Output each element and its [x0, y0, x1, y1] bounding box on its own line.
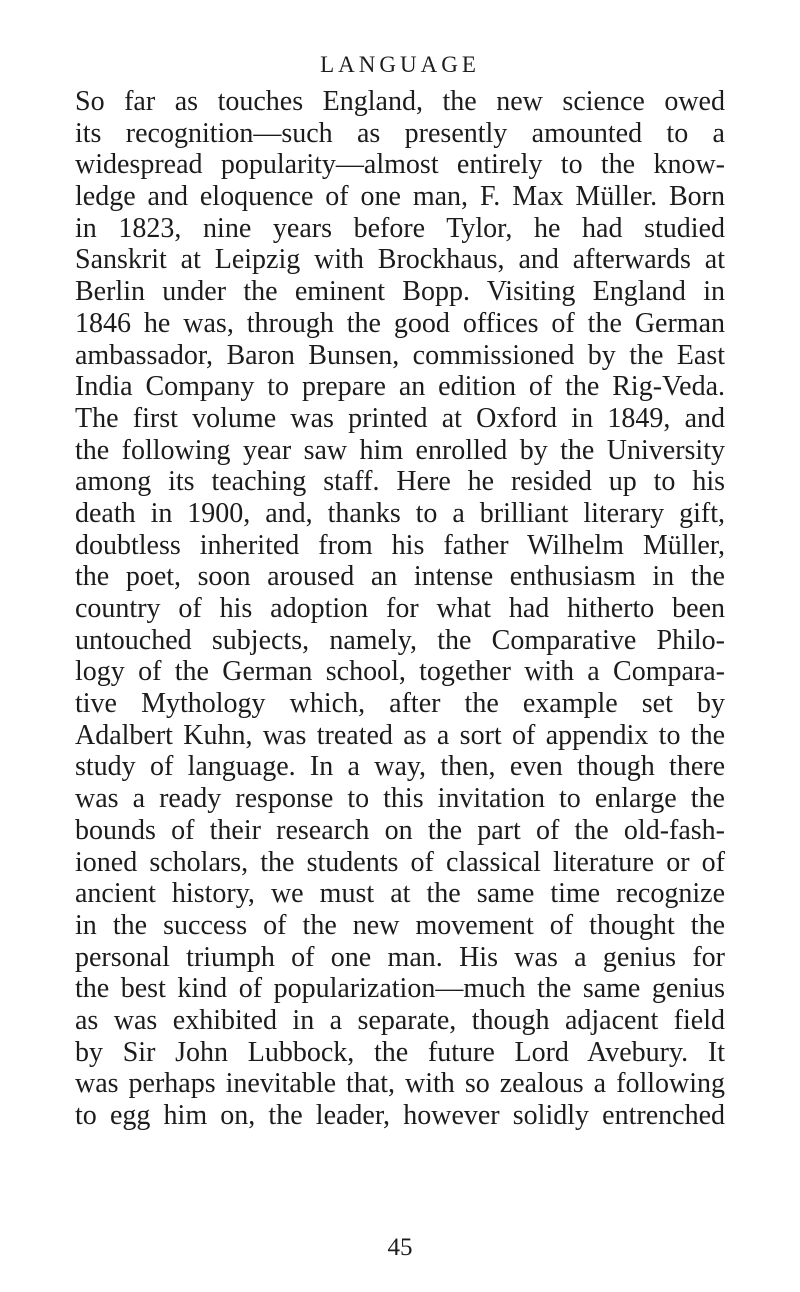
text-line: study of language. In a way, then, even though there — [75, 751, 725, 783]
text-line: as was exhibited in a separate, though adjacent field — [75, 1004, 725, 1036]
text-line: ledge and eloquence of one man, F. Max Müller. Born — [75, 181, 725, 213]
text-line: So far as touches England, the new science owed — [75, 86, 725, 117]
text-line: bounds of their research on the part of the old-fash- — [75, 814, 725, 846]
text-line: Sanskrit at Leipzig with Brockhaus, and afterwards at — [75, 244, 725, 276]
text-line: in the success of the new movement of thought the — [75, 909, 725, 941]
text-line: ioned scholars, the students of classical literature or of — [75, 846, 725, 878]
text-line: untouched subjects, namely, the Comparative Philo- — [75, 624, 725, 656]
text-line: death in 1900, and, thanks to a brilliant literary gift, — [75, 497, 725, 529]
page-number: 45 — [387, 1234, 413, 1261]
text-line: was a ready response to this invitation to enlarge the — [75, 783, 725, 815]
text-line: was perhaps inevitable that, with so zealous a following — [75, 1068, 725, 1100]
text-line: Berlin under the eminent Bopp. Visiting England in — [75, 276, 725, 308]
text-line: to egg him on, the leader, however solidly entrenched — [75, 1100, 725, 1131]
text-line: ambassador, Baron Bunsen, commissioned by the East — [75, 339, 725, 371]
text-line: doubtless inherited from his father Wilhelm Müller, — [75, 529, 725, 561]
text-line: personal triumph of one man. His was a genius for — [75, 941, 725, 973]
text-line: logy of the German school, together with a Compara- — [75, 656, 725, 688]
text-line: 1846 he was, through the good offices of the German — [75, 307, 725, 339]
text-line: the poet, soon aroused an intense enthusiasm in the — [75, 561, 725, 593]
text-line: its recognition—such as presently amounted to a — [75, 117, 725, 149]
body-paragraph — [75, 86, 725, 1132]
text-line: Adalbert Kuhn, was treated as a sort of appendix to the — [75, 719, 725, 751]
text-line: tive Mythology which, after the example set by — [75, 688, 725, 720]
text-line: ancient history, we must at the same time recognize — [75, 878, 725, 910]
text-line: by Sir John Lubbock, the future Lord Avebury. It — [75, 1036, 725, 1068]
text-line: among its teaching staff. Here he resided up to his — [75, 466, 725, 498]
text-line: widespread popularity—almost entirely to the know- — [75, 149, 725, 181]
text-line: the following year saw him enrolled by the University — [75, 434, 725, 466]
text-line: India Company to prepare an edition of the Rig-Veda. — [75, 371, 725, 403]
running-head: LANGUAGE — [320, 52, 480, 77]
text-line: the best kind of popularization—much the same genius — [75, 973, 725, 1005]
text-line: country of his adoption for what had hitherto been — [75, 593, 725, 624]
text-line: The first volume was printed at Oxford in 1849, and — [75, 402, 725, 434]
text-line: in 1823, nine years before Tylor, he had studied — [75, 212, 725, 244]
